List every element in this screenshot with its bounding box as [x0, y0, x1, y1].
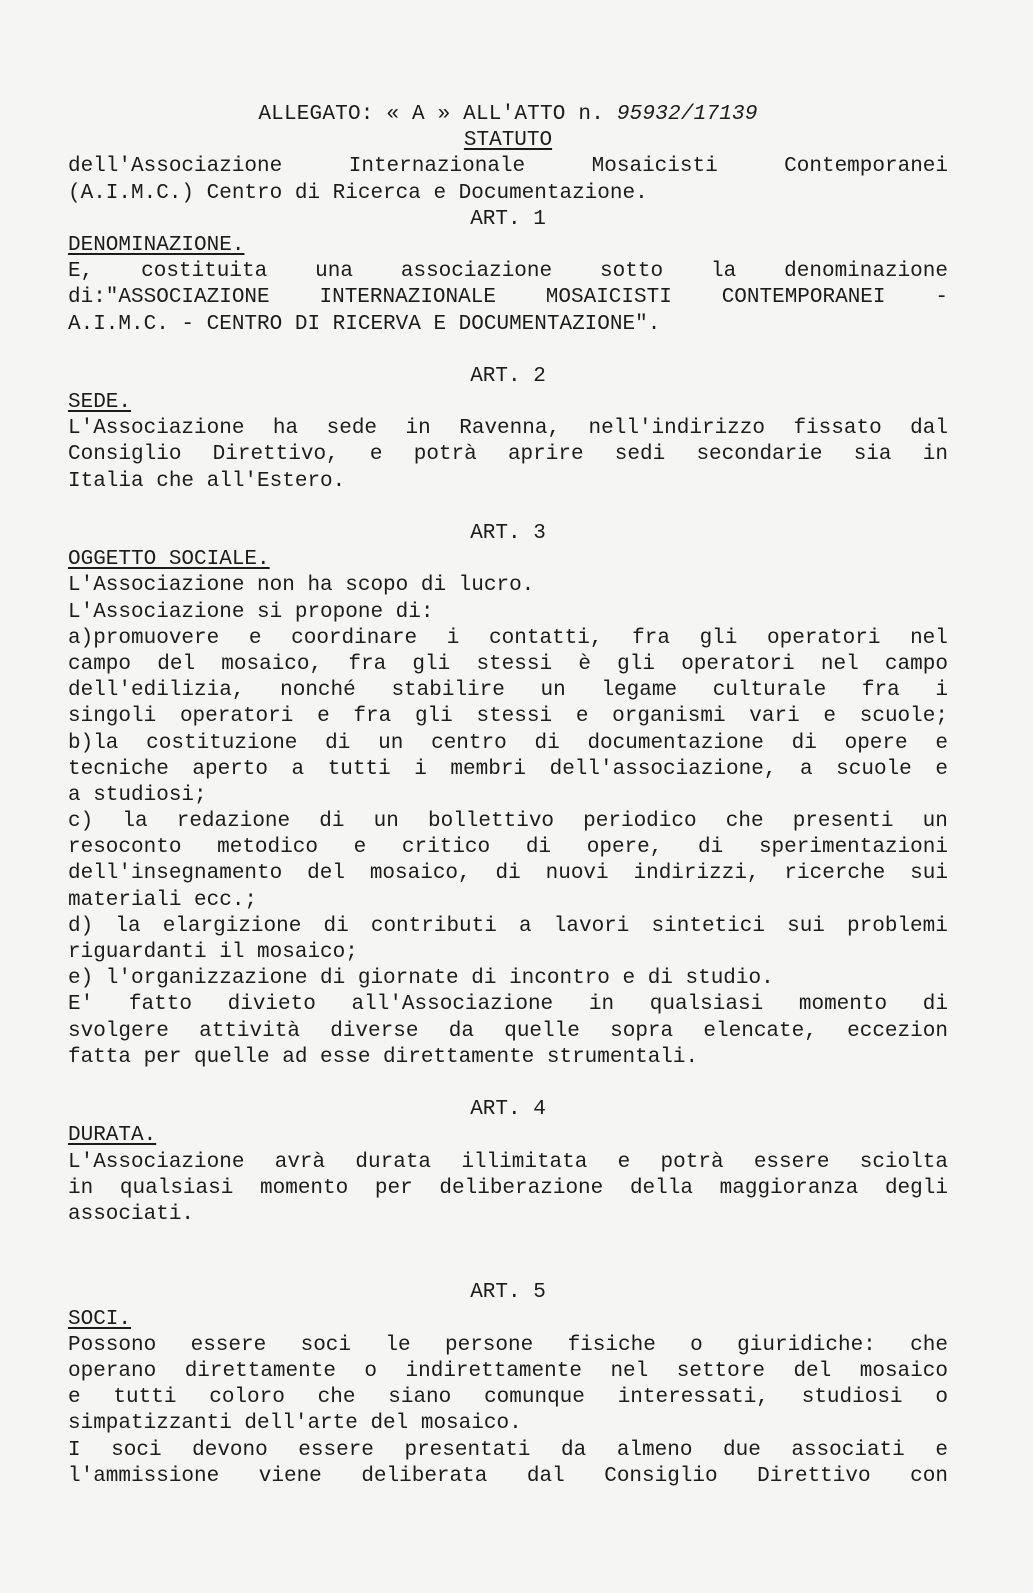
word: momento: [260, 1176, 349, 1200]
word: almeno: [616, 1438, 693, 1462]
word: Direttivo,: [212, 443, 339, 467]
word: settore: [676, 1360, 765, 1383]
word: E,: [68, 260, 94, 284]
word: operatori: [681, 652, 795, 676]
word: fra: [632, 626, 670, 650]
word: due: [722, 1438, 761, 1462]
word: essere: [298, 1438, 374, 1462]
word: contatti,: [489, 626, 603, 650]
word: che: [317, 1386, 356, 1410]
word: E': [68, 993, 94, 1017]
word: periodico: [583, 810, 697, 834]
word: gli: [412, 652, 451, 676]
word: campo: [884, 652, 948, 676]
word: di: [525, 836, 552, 860]
word: scuole;: [859, 705, 948, 729]
article-heading-text: SOCI.: [68, 1307, 132, 1331]
word: soci: [300, 1333, 352, 1357]
word: di: [325, 731, 351, 755]
text-line: [68, 731, 948, 757]
text-line: [68, 809, 948, 835]
word: essere: [753, 1150, 830, 1174]
text-line: [68, 1464, 948, 1490]
word: e: [68, 1386, 81, 1410]
word: opere: [844, 731, 908, 755]
word: operatori: [179, 705, 294, 729]
word: dell'edilizia,: [68, 679, 245, 703]
text-line: [68, 1359, 948, 1385]
word: a)promuovere: [68, 626, 220, 650]
word: gli: [617, 652, 655, 676]
article-number: ART. 1: [470, 207, 546, 231]
word: costituzione: [146, 731, 298, 755]
articles: [68, 207, 948, 1490]
statute-text: [68, 102, 948, 1490]
text-line: [68, 704, 948, 730]
text-line: [68, 442, 948, 468]
word: svolgere: [68, 1019, 169, 1043]
article-3: [68, 495, 948, 1071]
word: dell'insegnamento: [68, 862, 283, 886]
word: bollettivo: [428, 810, 555, 834]
word: e: [935, 731, 948, 755]
word: presenti: [792, 810, 894, 834]
word: in: [922, 443, 948, 467]
word: critico: [401, 836, 491, 860]
word: illimitata: [461, 1150, 588, 1174]
article-4: [68, 1071, 948, 1228]
word: legame: [601, 679, 678, 703]
word: momento: [798, 993, 888, 1017]
word: a: [799, 757, 813, 781]
word: interessati,: [617, 1386, 769, 1410]
word: opere,: [586, 836, 663, 860]
word: nonché: [280, 679, 356, 703]
word: divieto: [227, 993, 316, 1017]
article-heading: [68, 1307, 948, 1333]
word: secondarie: [696, 443, 823, 467]
word: o: [364, 1360, 378, 1383]
word: devono: [192, 1438, 268, 1462]
word: problemi: [847, 914, 948, 938]
word: siano: [388, 1386, 452, 1410]
article-number: ART. 3: [470, 522, 546, 545]
word: nel: [910, 626, 948, 650]
word: direttamente: [184, 1360, 336, 1383]
word: sintetici: [651, 914, 765, 938]
word: del: [157, 652, 196, 676]
atto-number: 95932/17139: [616, 103, 758, 126]
word: INTERNAZIONALE: [319, 286, 496, 310]
word: operano: [68, 1360, 157, 1383]
word: sotto: [600, 260, 664, 284]
word: aperto: [192, 757, 268, 781]
word: ha: [272, 417, 299, 441]
spacer: [68, 1254, 948, 1280]
text-line: [68, 678, 948, 704]
article-number: ART. 4: [470, 1098, 546, 1122]
word: associazione: [400, 260, 553, 284]
spacer: [68, 1228, 948, 1254]
word: che: [725, 810, 764, 834]
word: l'ammissione: [68, 1464, 220, 1488]
word: Direttivo: [757, 1464, 871, 1488]
word: vari: [749, 705, 800, 729]
word: Internazionale: [348, 155, 526, 179]
word: gli: [414, 705, 453, 729]
word: essere: [190, 1333, 267, 1357]
word: persone: [444, 1333, 534, 1357]
word: d): [68, 914, 94, 938]
word: di:"ASSOCIAZIONE: [68, 286, 270, 310]
word: e: [935, 757, 948, 781]
word: coloro: [209, 1386, 285, 1410]
word: e: [617, 1150, 631, 1174]
word: e: [353, 836, 367, 860]
word: sede: [326, 417, 378, 441]
word: soci: [111, 1438, 162, 1462]
article-heading: [68, 1123, 948, 1149]
word: è: [578, 652, 591, 676]
intro-line-2: (A.I.M.C.) Centro di Ricerca e Documentazione.: [68, 181, 648, 205]
article-heading: [68, 547, 948, 573]
text-line: [68, 1385, 948, 1411]
word: la: [711, 260, 737, 284]
word: o: [935, 1386, 948, 1410]
word: viene: [258, 1464, 322, 1488]
word: della: [629, 1176, 693, 1200]
word: associati: [791, 1438, 905, 1462]
word: denominazione: [784, 260, 948, 284]
word: c): [68, 810, 94, 834]
word: elargizione: [162, 914, 302, 938]
word: a: [519, 914, 532, 938]
word: di: [791, 731, 817, 755]
word: fatto: [128, 993, 192, 1017]
word: I: [68, 1438, 81, 1462]
article-heading: [68, 233, 948, 259]
word: presentati: [404, 1438, 531, 1462]
word: di: [698, 836, 724, 860]
word: i: [414, 757, 427, 781]
word: Consiglio: [604, 1464, 718, 1488]
text-line: [68, 861, 948, 887]
allegato-header: [68, 102, 948, 128]
word: e: [823, 705, 837, 729]
word: attività: [199, 1019, 300, 1043]
text-line: riguardanti il mosaico;: [68, 941, 358, 964]
word: tutti: [113, 1386, 177, 1410]
word: e: [575, 705, 589, 729]
word: Mosaicisti: [591, 155, 718, 179]
text-line: [68, 914, 948, 940]
word: Contemporanei: [784, 155, 948, 179]
word: tutti: [327, 757, 391, 781]
article-heading-text: DENOMINAZIONE.: [68, 233, 245, 257]
text-line: materiali ecc.;: [68, 888, 258, 912]
word: di: [323, 914, 349, 938]
text-line: [68, 285, 948, 311]
word: nel: [820, 652, 859, 676]
word: nell'indirizzo: [588, 417, 765, 441]
word: b)la: [68, 731, 119, 755]
word: fra: [353, 705, 392, 729]
word: -: [935, 286, 948, 310]
word: deliberata: [361, 1464, 488, 1488]
word: in: [68, 1176, 94, 1200]
text-line: [68, 652, 948, 678]
word: fra: [348, 652, 387, 676]
text-line: L'Associazione si propone di:: [68, 600, 434, 624]
word: sedi: [614, 443, 666, 467]
word: da: [561, 1438, 587, 1462]
text-line: [68, 1176, 948, 1202]
text-line: [68, 835, 948, 861]
word: stessi: [476, 705, 553, 729]
word: sui: [910, 862, 948, 886]
article-2: [68, 338, 948, 495]
word: un: [922, 810, 948, 834]
word: studiosi: [801, 1386, 903, 1410]
word: o: [690, 1333, 703, 1357]
article-heading-text: SEDE.: [68, 391, 132, 415]
text-line: e) l'organizzazione di giornate di incontro e di studio.: [68, 967, 774, 991]
title-text: STATUTO: [463, 129, 553, 153]
text-line: associati.: [68, 1202, 195, 1226]
word: gli: [699, 626, 738, 650]
word: e: [248, 626, 262, 650]
word: Consiglio: [68, 443, 182, 467]
word: e: [369, 443, 383, 467]
word: tecniche: [68, 757, 169, 781]
spacer: [68, 338, 948, 364]
word: Possono: [68, 1333, 157, 1357]
word: ricerche: [784, 862, 886, 886]
word: del: [307, 862, 345, 886]
word: CONTEMPORANEI: [721, 286, 886, 310]
word: una: [315, 260, 353, 284]
text-line: [68, 1438, 948, 1464]
word: indirettamente: [405, 1360, 582, 1383]
word: che: [910, 1333, 948, 1357]
word: membri: [450, 757, 527, 781]
word: mosaico: [859, 1360, 948, 1383]
word: deliberazione: [439, 1176, 604, 1200]
word: qualsiasi: [119, 1176, 234, 1200]
word: di: [922, 993, 948, 1017]
word: da: [448, 1019, 474, 1043]
word: dell'associazione,: [549, 757, 777, 781]
word: sia: [853, 443, 892, 467]
word: un: [373, 810, 399, 834]
word: singoli: [68, 705, 157, 729]
word: con: [910, 1464, 948, 1488]
word: L'Associazione: [68, 417, 245, 441]
word: dell'Associazione: [68, 155, 283, 179]
word: potrà: [660, 1150, 724, 1174]
word: maggioranza: [719, 1176, 859, 1200]
word: degli: [884, 1176, 948, 1200]
text-line: [68, 626, 948, 652]
word: dal: [526, 1464, 565, 1488]
word: la: [122, 810, 148, 834]
text-line: A.I.M.C. - CENTRO DI RICERVA E DOCUMENTAZIONE".: [68, 312, 661, 336]
word: elencate,: [703, 1019, 817, 1043]
word: avrà: [274, 1150, 326, 1174]
word: di: [495, 862, 521, 886]
word: le: [385, 1333, 411, 1357]
text-line: [68, 757, 948, 783]
word: e: [317, 705, 330, 729]
article-heading-text: DURATA.: [68, 1124, 157, 1148]
text-line: L'Associazione non ha scopo di lucro.: [68, 574, 535, 598]
word: mosaico,: [369, 862, 471, 886]
word: campo: [68, 652, 132, 676]
spacer: [68, 1071, 948, 1097]
word: operatori: [767, 626, 881, 650]
word: fissato: [793, 417, 882, 441]
word: fisiche: [567, 1333, 656, 1357]
word: durata: [355, 1150, 432, 1174]
word: all'Associazione: [351, 993, 554, 1017]
article-5: [68, 1228, 948, 1490]
allegato-prefix: ALLEGATO: « A » ALL'ATTO n.: [258, 103, 604, 126]
word: di: [319, 810, 345, 834]
document-title: [68, 128, 948, 154]
text-line: [68, 992, 948, 1018]
article-number: ART. 5: [470, 1281, 546, 1305]
word: culturale: [712, 679, 827, 703]
text-line: [68, 259, 948, 285]
article-heading-text: OGGETTO SOCIALE.: [68, 548, 270, 572]
word: resoconto: [68, 836, 182, 860]
word: e: [935, 1438, 948, 1462]
word: quelle: [504, 1019, 580, 1043]
word: indirizzi,: [633, 862, 760, 886]
article-heading: [68, 390, 948, 416]
word: un: [540, 679, 566, 703]
word: qualsiasi: [649, 993, 764, 1017]
text-line: [68, 416, 948, 442]
word: un: [378, 731, 404, 755]
article-1: [68, 207, 948, 338]
text-line: fatta per quelle ad esse direttamente strumentali.: [68, 1045, 699, 1069]
word: mosaico,: [221, 652, 323, 676]
word: sopra: [610, 1019, 674, 1043]
word: metodico: [217, 836, 318, 860]
text-line: a studiosi;: [68, 783, 207, 807]
text-line: [68, 1019, 948, 1045]
intro-line-1: [68, 154, 948, 180]
word: organismi: [612, 705, 726, 729]
text-line: [68, 1333, 948, 1359]
word: in: [588, 993, 615, 1017]
word: giuridiche:: [737, 1333, 876, 1357]
word: sperimentazioni: [758, 836, 948, 860]
word: Ravenna,: [459, 417, 561, 441]
word: eccezion: [847, 1019, 948, 1043]
word: a: [291, 757, 305, 781]
article-number: ART. 2: [470, 364, 546, 388]
word: la: [115, 914, 141, 938]
word: potrà: [413, 443, 477, 467]
word: dal: [910, 417, 948, 441]
word: centro: [431, 731, 507, 755]
word: comunque: [484, 1386, 585, 1410]
word: MOSAICISTI: [545, 286, 672, 310]
word: documentazione: [587, 731, 764, 755]
word: sui: [787, 914, 825, 938]
text-line: Italia che all'Estero.: [68, 469, 346, 493]
word: di: [534, 731, 560, 755]
word: stabilire: [391, 679, 505, 703]
word: contributi: [370, 914, 497, 938]
word: sciolta: [859, 1150, 948, 1174]
word: del: [793, 1360, 832, 1383]
spacer: [68, 495, 948, 521]
word: stessi: [476, 652, 553, 676]
word: nuovi: [545, 862, 609, 886]
word: aprire: [507, 443, 584, 467]
word: per: [374, 1176, 413, 1200]
word: L'Associazione: [68, 1150, 245, 1174]
word: diverse: [330, 1019, 419, 1043]
text-line: [68, 1150, 948, 1176]
text-line: simpatizzanti dell'arte del mosaico.: [68, 1412, 522, 1436]
word: redazione: [176, 810, 291, 834]
word: in: [405, 417, 431, 441]
word: i: [446, 626, 460, 650]
word: lavori: [553, 914, 630, 938]
word: i: [935, 679, 948, 703]
word: coordinare: [291, 626, 418, 650]
word: fra: [861, 679, 900, 703]
word: costituita: [141, 260, 268, 284]
word: scuole: [836, 757, 912, 781]
word: nel: [610, 1360, 649, 1383]
